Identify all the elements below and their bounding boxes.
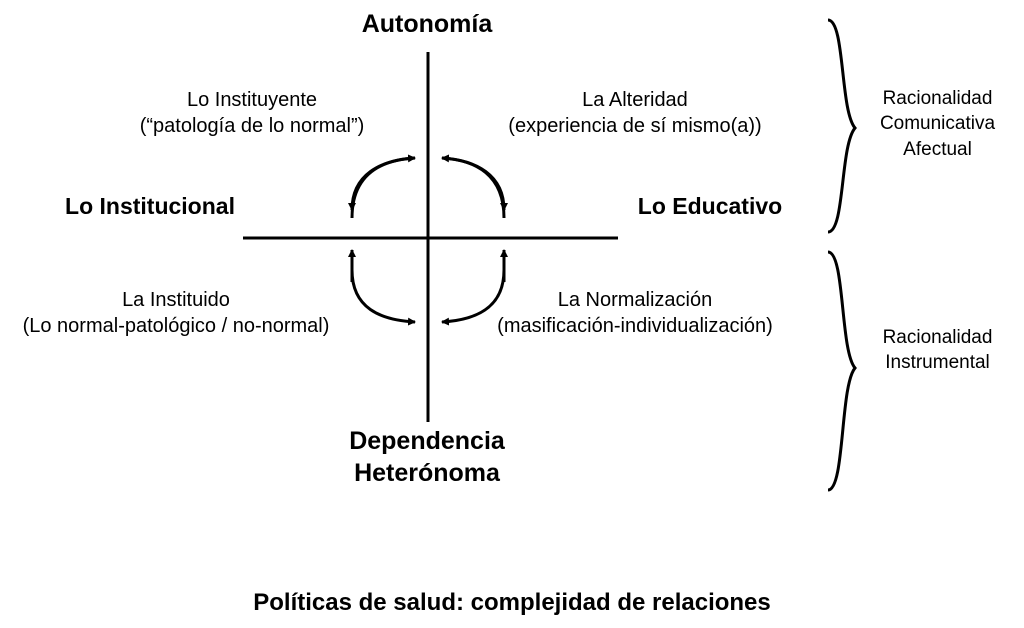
bracket-top-line2: Comunicativa bbox=[879, 113, 996, 135]
axis-label-autonomia: Autonomía bbox=[361, 10, 493, 38]
quadrant-bottom-right-line2: (masificación-individualización) bbox=[497, 314, 773, 337]
arrow-upper-left bbox=[352, 158, 415, 218]
bracket-label-racionalidad-instrumental bbox=[855, 325, 1020, 376]
quadrant-top-left-line1: Lo Instituyente bbox=[186, 89, 318, 111]
quadrant-top-left bbox=[62, 88, 442, 139]
quadrant-top-left-line2: (“patología de lo normal”) bbox=[139, 114, 365, 137]
quadrant-bottom-right-line1: La Normalización bbox=[557, 289, 713, 311]
quadrant-top-right-line1: La Alteridad bbox=[582, 89, 688, 111]
arrow-upper-right bbox=[442, 158, 504, 218]
axis-label-lo-educativo: Lo Educativo bbox=[637, 193, 783, 219]
figure-caption: Políticas de salud: complejidad de relaciones bbox=[253, 589, 771, 616]
bracket-top-line3: Afectual bbox=[903, 138, 972, 160]
quadrant-bottom-left bbox=[0, 288, 352, 339]
bracket-bottom-line2: Instrumental bbox=[885, 352, 990, 374]
bracket-label-racionalidad-comunicativa bbox=[855, 86, 1020, 162]
quadrant-bottom-left-line2: (Lo normal-patológico / no-normal) bbox=[22, 314, 330, 337]
axis-label-dependencia-heteronoma bbox=[262, 425, 592, 489]
axis-label-dependencia-line2: Heterónoma bbox=[354, 459, 500, 487]
axis-label-dependencia-line1: Dependencia bbox=[349, 427, 505, 455]
arrow-lower-left bbox=[352, 270, 415, 322]
quadrant-top-right-line2: (experiencia de sí mismo(a)) bbox=[508, 114, 762, 137]
quadrant-bottom-left-line1: La Instituido bbox=[122, 289, 230, 311]
axis-label-lo-institucional: Lo Institucional bbox=[65, 193, 235, 219]
quadrant-top-right bbox=[440, 88, 830, 139]
quadrant-bottom-right bbox=[428, 288, 842, 339]
bracket-top-line1: Racionalidad bbox=[882, 88, 993, 109]
bracket-bottom-line1: Racionalidad bbox=[882, 327, 993, 348]
